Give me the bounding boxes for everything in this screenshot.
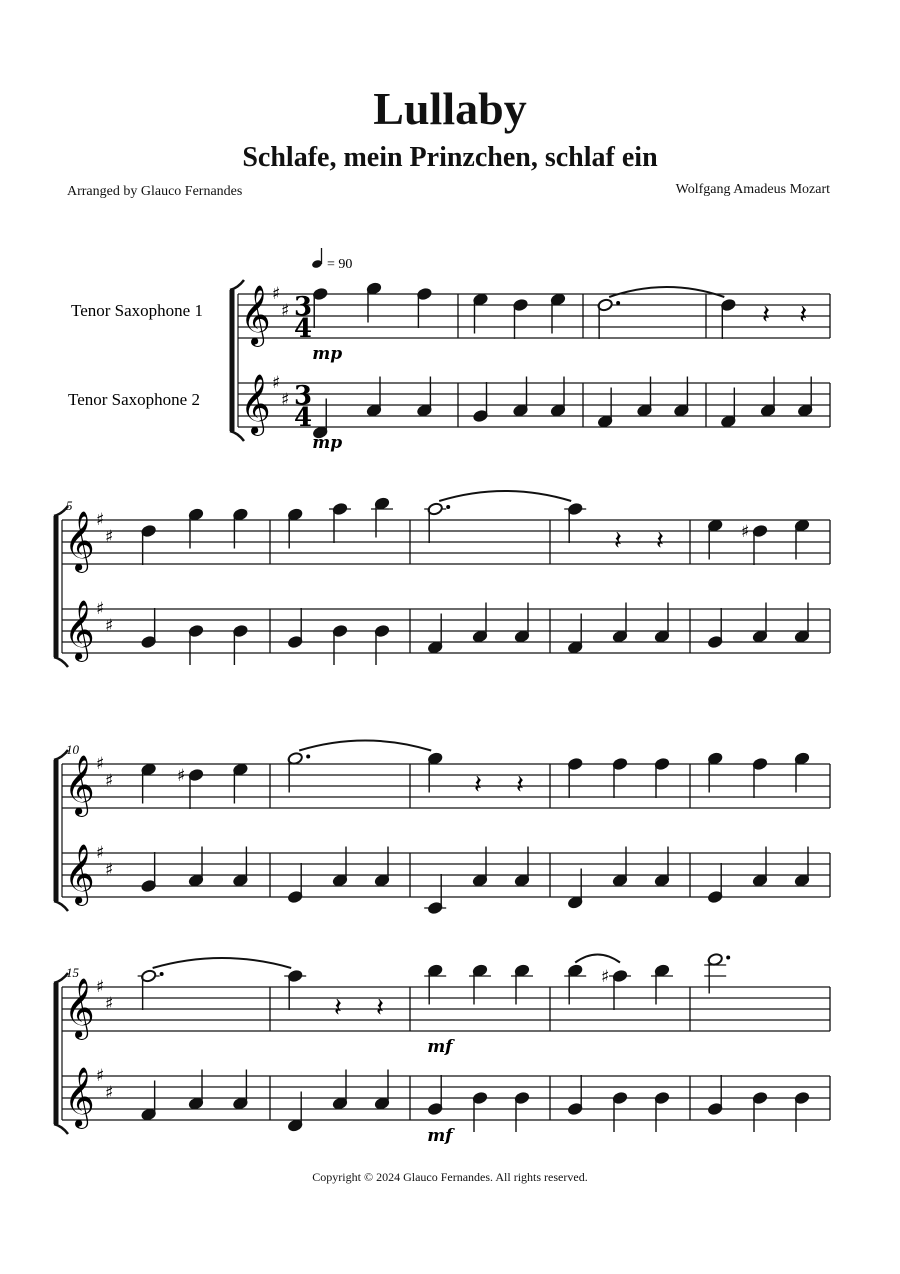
quarter-rest-icon: 𝄽 (474, 770, 482, 800)
sharp-icon: ♯ (96, 977, 105, 997)
sharp-accidental-icon: ♯ (601, 967, 610, 987)
score-subtitle: Schlafe, mein Prinzchen, schlaf ein (242, 142, 658, 173)
sharp-icon: ♯ (105, 1083, 114, 1103)
arranger-credit: Arranged by Glauco Fernandes (67, 184, 243, 199)
part-label-tenor-sax-1: Tenor Saxophone 1 (71, 301, 203, 320)
dynamic-marking: mf (427, 1126, 453, 1146)
augmentation-dot (616, 301, 620, 305)
sharp-icon: ♯ (281, 301, 290, 321)
measure-number: 15 (66, 965, 79, 980)
treble-clef-icon: 𝄞 (240, 285, 271, 345)
treble-clef-icon: 𝄞 (64, 844, 95, 904)
measure-number: 10 (66, 742, 79, 757)
quarter-rest-icon: 𝄽 (799, 300, 808, 330)
sharp-icon: ♯ (281, 390, 290, 410)
augmentation-dot (306, 755, 310, 759)
tie-curve (609, 287, 724, 297)
quarter-rest-icon: 𝄽 (376, 993, 384, 1023)
score-title: Lullaby (373, 83, 527, 134)
quarter-rest-icon: 𝄽 (334, 993, 342, 1023)
sharp-icon: ♯ (96, 754, 105, 774)
tie-curve (299, 741, 431, 751)
treble-clef-icon: 𝄞 (64, 1067, 95, 1127)
quarter-rest-icon: 𝄽 (516, 770, 524, 800)
sharp-icon: ♯ (105, 994, 114, 1014)
time-signature-bottom: 4 (294, 314, 313, 344)
sharp-icon: ♯ (96, 1066, 105, 1086)
time-signature-top: 3 (294, 381, 313, 411)
quarter-rest-icon: 𝄽 (614, 526, 622, 556)
sharp-icon: ♯ (105, 616, 114, 636)
augmentation-dot (446, 505, 450, 509)
treble-clef-icon: 𝄞 (64, 511, 95, 571)
sharp-icon: ♯ (272, 284, 281, 304)
time-signature-top: 3 (294, 292, 313, 322)
sharp-icon: ♯ (105, 860, 114, 880)
copyright-notice: Copyright © 2024 Glauco Fernandes. All rights reserved. (312, 1170, 588, 1184)
sharp-icon: ♯ (105, 527, 114, 547)
treble-clef-icon: 𝄞 (64, 755, 95, 815)
dynamic-marking: mp (312, 344, 343, 364)
sharp-accidental-icon: ♯ (741, 522, 750, 542)
augmentation-dot (726, 956, 730, 960)
dynamic-marking: mp (312, 433, 343, 453)
sharp-icon: ♯ (96, 510, 105, 530)
tempo-marking: = 90 (327, 257, 353, 272)
quarter-rest-icon: 𝄽 (762, 300, 770, 330)
composer-credit: Wolfgang Amadeus Mozart (675, 182, 830, 197)
part-label-tenor-sax-2: Tenor Saxophone 2 (68, 390, 200, 409)
treble-clef-icon: 𝄞 (64, 600, 95, 660)
slur-curve (575, 955, 620, 963)
treble-clef-icon: 𝄞 (64, 978, 95, 1038)
sharp-accidental-icon: ♯ (177, 766, 186, 786)
augmentation-dot (160, 972, 164, 976)
tie-curve (439, 491, 571, 501)
quarter-rest-icon: 𝄽 (656, 526, 664, 556)
sharp-icon: ♯ (272, 373, 281, 393)
time-signature-bottom: 4 (294, 403, 313, 433)
treble-clef-icon: 𝄞 (240, 374, 271, 434)
sharp-icon: ♯ (96, 599, 105, 619)
sharp-icon: ♯ (96, 843, 105, 863)
sharp-icon: ♯ (105, 771, 114, 791)
measure-number: 5 (66, 498, 73, 513)
tie-curve (153, 958, 292, 968)
dynamic-marking: mf (427, 1037, 453, 1057)
